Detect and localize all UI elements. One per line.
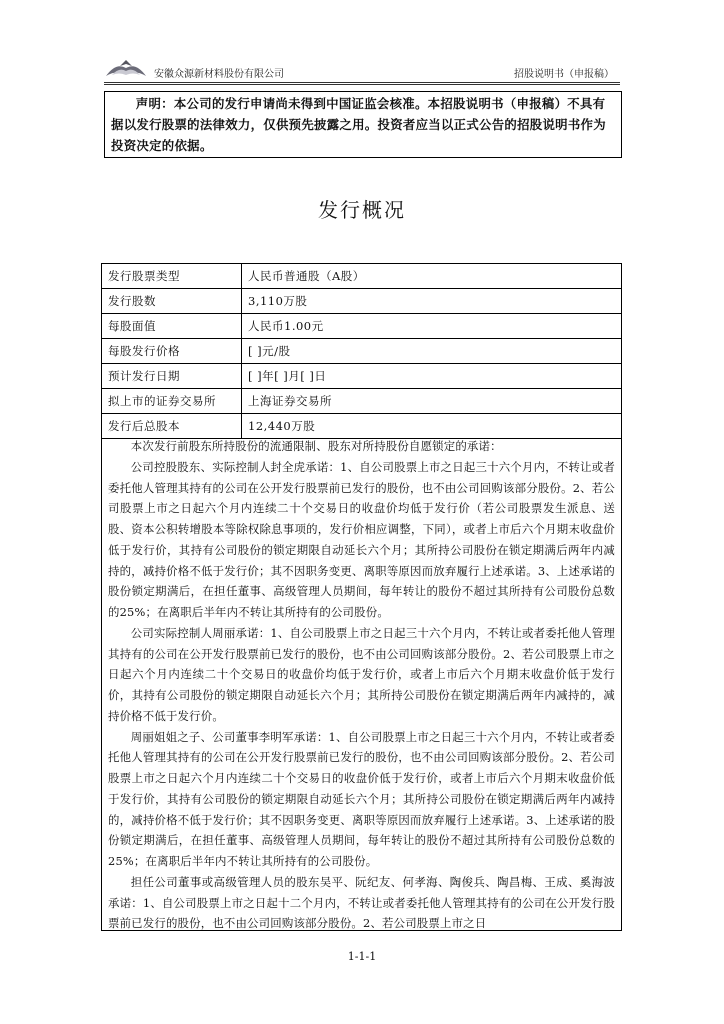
row-value: 12,440万股: [242, 414, 622, 439]
row-value: 3,110万股: [242, 289, 622, 314]
table-row: [102, 339, 622, 364]
issuance-overview-table: [101, 263, 622, 439]
header-divider: [104, 82, 620, 83]
declaration-box: [104, 91, 622, 158]
row-value: [ ]元/股: [242, 339, 622, 364]
page-header: [104, 56, 620, 82]
commitment-paragraph: 担任公司董事或高级管理人员的股东吴平、阮纪友、何孝海、陶俊兵、陶昌梅、王成、奚海波承诺：1、自公司股票上市之日起十二个月内，不转让或者委托他人管理其持有的公司在公开发行股票前已发行的股份，也不由公司回购该部分股份。2、若公司股票上市之日: [108, 874, 615, 931]
page-number: 1-1-1: [347, 950, 377, 963]
row-value: 上海证券交易所: [242, 389, 622, 414]
row-label: 发行后总股本: [102, 414, 242, 439]
table-row: [102, 389, 622, 414]
row-value: [ ]年[ ]月[ ]日: [242, 364, 622, 389]
row-value: 人民币普通股（A股）: [242, 264, 622, 289]
row-label: 每股发行价格: [102, 339, 242, 364]
row-label: 拟上市的证券交易所: [102, 389, 242, 414]
commitment-paragraph: 周丽姐姐之子、公司董事李明军承诺：1、自公司股票上市之日起三十六个月内，不转让或者委托他人管理其持有的公司在公开发行股票前已发行的股份，也不由公司回购该部分股份。2、若公司股票上市之日起六个月内连续二十个交易日的收盘价低于发行价，或者上市后六个月期末收盘价低于发行价，其持有公司股份的锁定期限自动延长六个月；其所持公司股份在锁定期满后两年内减持的，减持价格不低于发行价；其不因职务变更、离职等原因而放弃履行上述承诺。3、上述承诺的股份锁定期满后，在担任董事、高级管理人员期间，每年转让的股份不超过其所持有公司股份总数的25%；在离职后半年内不转让其所持有的公司股份。: [108, 729, 615, 868]
lockup-commitments-cell: [101, 436, 622, 931]
table-row: [102, 364, 622, 389]
commitment-paragraph: 公司控股股东、实际控制人封全虎承诺：1、自公司股票上市之日起三十六个月内，不转让或者委托他人管理其持有的公司在公开发行股票前已发行的股份，也不由公司回购该部分股份。2、若公司股票上市之日起六个月内连续二十个交易日的收盘价均低于发行价（若公司股票发生派息、送股、资本公积转增股本等除权除息事项的，发行价相应调整，下同），或者上市后六个月期末收盘价低于发行价，其持有公司股份的锁定期限自动延长六个月；其所持公司股份在锁定期满后两年内减持的，减持价格不低于发行价；其不因职务变更、离职等原因而放弃履行上述承诺。3、上述承诺的股份锁定期满后，在担任董事、高级管理人员期间，每年转让的股份不超过其所持有公司股份总数的25%；在离职后半年内不转让其所持有的公司股份。: [108, 459, 615, 619]
company-name: 安徽众源新材料股份有限公司: [154, 69, 284, 80]
table-row: [102, 314, 622, 339]
row-label: 发行股票类型: [102, 264, 242, 289]
declaration-text: 声明：本公司的发行申请尚未得到中国证监会核准。本招股说明书（申报稿）不具有据以发行股票的法律效力，仅供预先披露之用。投资者应当以正式公告的招股说明书作为投资决定的依据。: [111, 96, 606, 153]
table-row: [102, 289, 622, 314]
row-label: 预计发行日期: [102, 364, 242, 389]
table-row: [102, 264, 622, 289]
table-row: [102, 414, 622, 439]
page-title: 发行概况: [318, 198, 406, 222]
row-label: 每股面值: [102, 314, 242, 339]
document-type: 招股说明书（申报稿）: [514, 69, 614, 80]
commitment-paragraph: 本次发行前股东所持股份的流通限制、股东对所持股份自愿锁定的承诺：: [130, 439, 502, 453]
company-logo-icon: [104, 58, 148, 80]
commitment-paragraph: 公司实际控制人周丽承诺：1、自公司股票上市之日起三十六个月内，不转让或者委托他人管理其持有的公司在公开发行股票前已发行的股份，也不由公司回购该部分股份。2、若公司股票上市之日起六个月内连续二十个交易日的收盘价均低于发行价，或者上市后六个月期末收盘价低于发行价，其持有公司股份的锁定期限自动延长六个月；其所持公司股份在锁定期满后两年内减持的，减持价格不低于发行价。: [108, 625, 615, 723]
row-value: 人民币1.00元: [242, 314, 622, 339]
row-label: 发行股数: [102, 289, 242, 314]
header-divider-second: [104, 84, 620, 85]
